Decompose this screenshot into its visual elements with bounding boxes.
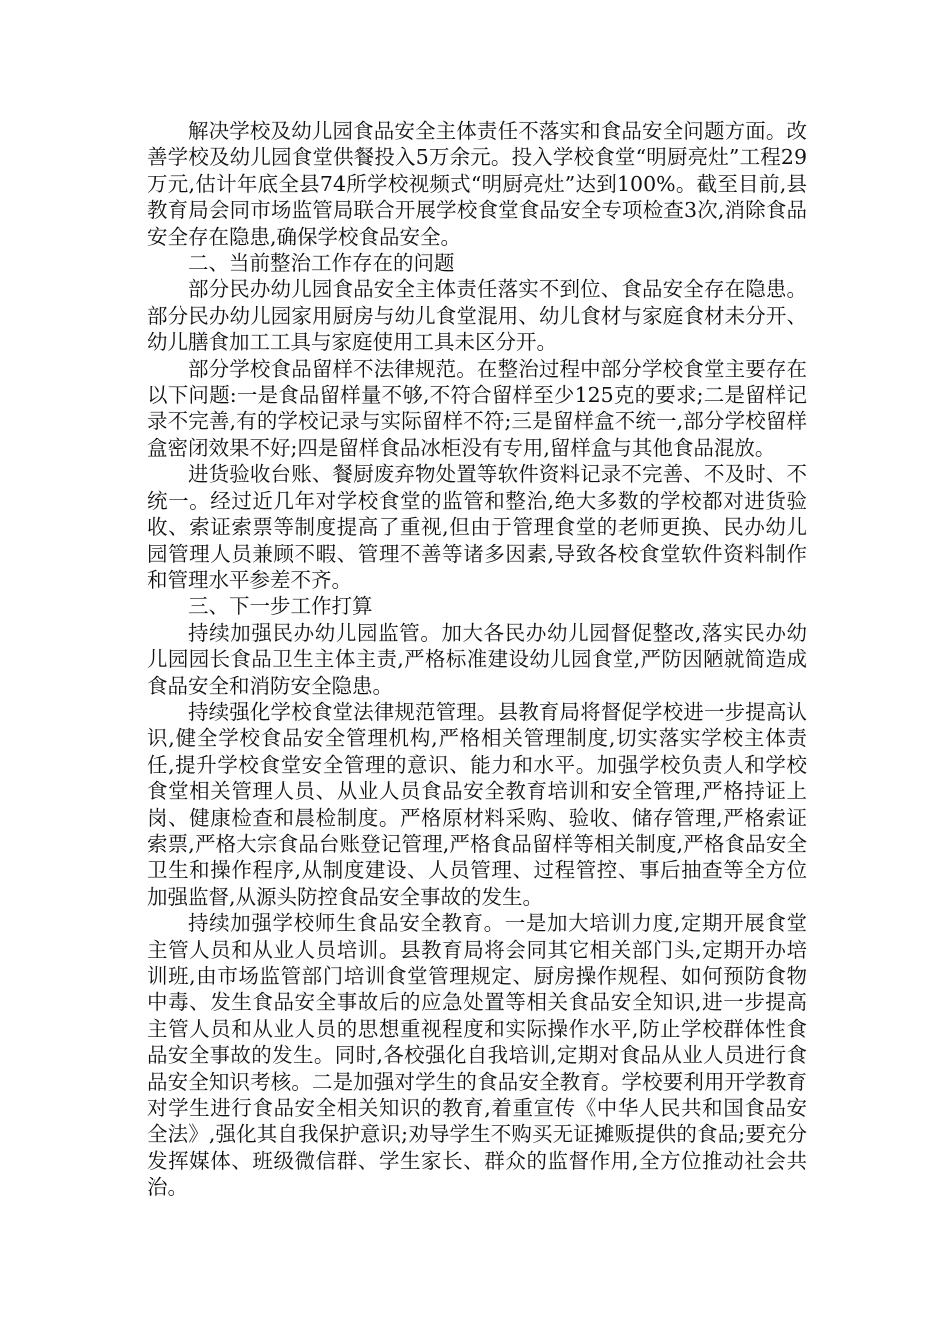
section-heading-current-problems: 二、当前整治工作存在的问题 — [188, 251, 455, 276]
paragraph-school-safety-investment: 解决学校及幼儿园食品安全主体责任不落实和食品安全问题方面。改善学校及幼儿园食堂供餐投入5万余元。投入学校食堂“明厨亮灶”工程29万元,估计年底全县74所学校视频式“明厨亮灶”达到100%。截至目前,县教育局会同市场监管局联合开展学校食堂食品安全专项检查3次,消除食品安全存在隐患,确保学校食品安全。 — [147, 119, 807, 249]
paragraph-food-sample-retention: 部分学校食品留样不法律规范。在整治过程中部分学校食堂主要存在以下问题:一是食品留样量不够,不符合留样至少125克的要求;二是留样记录不完善,有的学校记录与实际留样不符;三是留样盒不统一,部分学校留样盒密闭效果不好;四是留样食品冰柜没有专用,留样盒与其他食品混放。 — [147, 356, 807, 460]
paragraph-private-kindergarten-issues: 部分民办幼儿园食品安全主体责任落实不到位、食品安全存在隐患。部分民办幼儿园家用厨房与幼儿食堂混用、幼儿食材与家庭食材未分开、幼儿膳食加工工具与家庭使用工具未区分开。 — [147, 277, 807, 355]
paragraph-records-management: 进货验收台账、餐厨废弃物处置等软件资料记录不完善、不及时、不统一。经过近几年对学校食堂的监管和整治,绝大多数的学校都对进货验收、索证索票等制度提高了重视,但由于管理食堂的老师更换、民办幼儿园管理人员兼顾不暇、管理不善等诸多因素,导致各校食堂软件资料制作和管理水平参差不齐。 — [147, 462, 807, 592]
paragraph-safety-education: 持续加强学校师生食品安全教育。一是加大培训力度,定期开展食堂主管人员和从业人员培训。县教育局将会同其它相关部门头,定期开办培训班,由市场监管部门培训食堂管理规定、厨房操作规程、如何预防食物中毒、发生食品安全事故后的应急处置等相关食品安全知识,进一步提高主管人员和从业人员的思想重视程度和实际操作水平,防止学校群体性食品安全事故的发生。同时,各校强化自我培训,定期对食品从业人员进行食品安全知识考核。二是加强对学生的食品安全教育。学校要利用开学教育对学生进行食品安全相关知识的教育,着重宣传《中华人民共和国食品安全法》,强化其自我保护意识;劝导学生不购买无证摊贩提供的食品;要充分发挥媒体、班级微信群、学生家长、群众的监督作用,全方位推动社会共治。 — [147, 911, 807, 1200]
document-page — [147, 118, 807, 1201]
paragraph-kindergarten-supervision: 持续加强民办幼儿园监管。加大各民办幼儿园督促整改,落实民办幼儿园园长食品卫生主体主责,严格标准建设幼儿园食堂,严防因陋就简造成食品安全和消防安全隐患。 — [147, 620, 807, 698]
paragraph-canteen-management: 持续强化学校食堂法律规范管理。县教育局将督促学校进一步提高认识,健全学校食品安全管理机构,严格相关管理制度,切实落实学校主体责任,提升学校食堂安全管理的意识、能力和水平。加强学校负责人和学校食堂相关管理人员、从业人员食品安全教育培训和安全管理,严格持证上岗、健康检查和晨检制度。严格原材料采购、验收、储存管理,严格索证索票,严格大宗食品台账登记管理,严格食品留样等相关制度,严格食品安全卫生和操作程序,从制度建设、人员管理、过程管控、事后抽查等全方位加强监督,从源头防控食品安全事故的发生。 — [147, 699, 807, 909]
section-heading-next-steps: 三、下一步工作打算 — [188, 594, 373, 619]
